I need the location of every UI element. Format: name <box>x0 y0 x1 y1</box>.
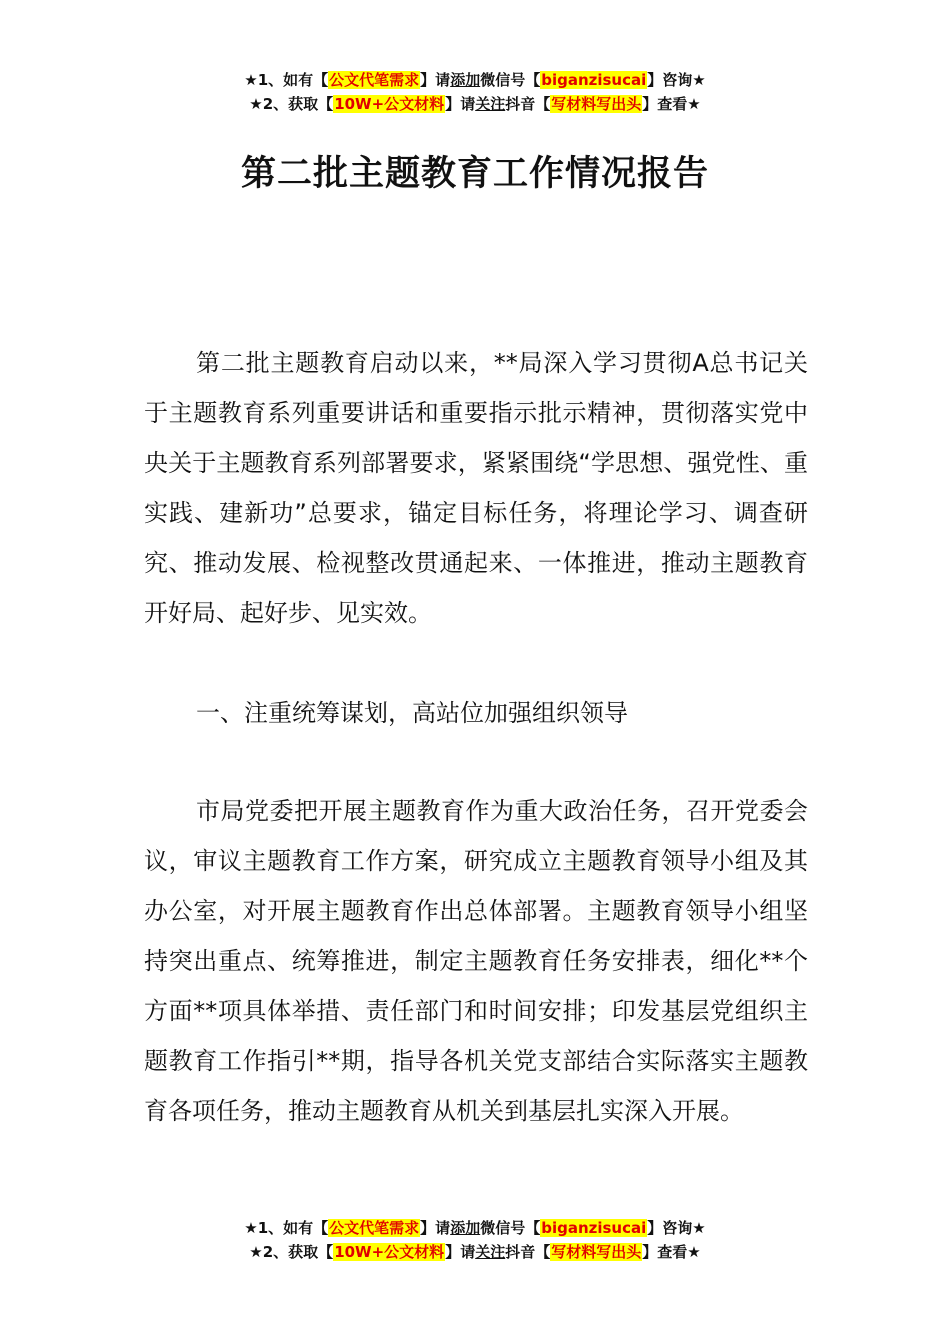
banner-line-2 <box>0 92 950 116</box>
footer-banner <box>0 1216 950 1264</box>
banner-text: 】查看★ <box>642 1243 701 1261</box>
banner-line-1 <box>0 68 950 92</box>
document-title: 第二批主题教育工作情况报告 <box>240 154 709 194</box>
highlight-text: 10W+公文材料 <box>334 95 445 113</box>
banner-line-1 <box>0 1216 950 1240</box>
highlight-text: 公文代笔需求 <box>329 71 420 89</box>
highlight-text: biganzisucai <box>541 71 647 89</box>
highlight-text: biganzisucai <box>541 1219 647 1237</box>
banner-text: 抖音【 <box>505 95 551 113</box>
highlight-text: 公文代笔需求 <box>329 1219 420 1237</box>
banner-text: 微信号【 <box>480 71 541 89</box>
banner-text: 抖音【 <box>505 1243 551 1261</box>
body-paragraph-2: 市局党委把开展主题教育作为重大政治任务，召开党委会议，审议主题教育工作方案，研究成立主题教育领导小组及其办公室，对开展主题教育作出总体部署。主题教育领导小组坚持突出重点、统筹推进，制定主题教育任务安排表，细化**个方面**项具体举措、责任部门和时间安排；印发基层党组织主题教育工作指引**期，指导各机关党支部结合实际落实主题教育各项任务，推动主题教育从机关到基层扎实深入开展。 <box>144 797 808 1125</box>
header-banner <box>0 68 950 116</box>
banner-text: 微信号【 <box>480 1219 541 1237</box>
banner-text: ★2、获取【 <box>249 1243 334 1261</box>
underlined-text: 添加 <box>450 1219 481 1237</box>
highlight-text: 写材料写出头 <box>551 95 642 113</box>
banner-text: 】请 <box>445 1243 476 1261</box>
section-heading-1: 一、注重统筹谋划，高站位加强组织领导 <box>196 699 628 727</box>
banner-text: 】咨询★ <box>647 1219 706 1237</box>
body-paragraph-1: 第二批主题教育启动以来，**局深入学习贯彻A总书记关于主题教育系列重要讲话和重要指示批示精神，贯彻落实党中央关于主题教育系列部署要求，紧紧围绕“学思想、强党性、重实践、建新功”总要求，锚定目标任务，将理论学习、调查研究、推动发展、检视整改贯通起来、一体推进，推动主题教育开好局、起好步、见实效。 <box>144 349 808 627</box>
banner-text: 】咨询★ <box>647 71 706 89</box>
banner-text: ★2、获取【 <box>249 95 334 113</box>
banner-text: ★1、如有【 <box>244 1219 329 1237</box>
banner-text: 】请 <box>445 95 476 113</box>
highlight-text: 10W+公文材料 <box>334 1243 445 1261</box>
underlined-text: 关注 <box>475 95 506 113</box>
highlight-text: 写材料写出头 <box>551 1243 642 1261</box>
banner-text: 】请 <box>420 1219 451 1237</box>
banner-text: 】查看★ <box>642 95 701 113</box>
underlined-text: 添加 <box>450 71 481 89</box>
banner-line-2 <box>0 1240 950 1264</box>
underlined-text: 关注 <box>475 1243 506 1261</box>
banner-text: ★1、如有【 <box>244 71 329 89</box>
banner-text: 】请 <box>420 71 451 89</box>
